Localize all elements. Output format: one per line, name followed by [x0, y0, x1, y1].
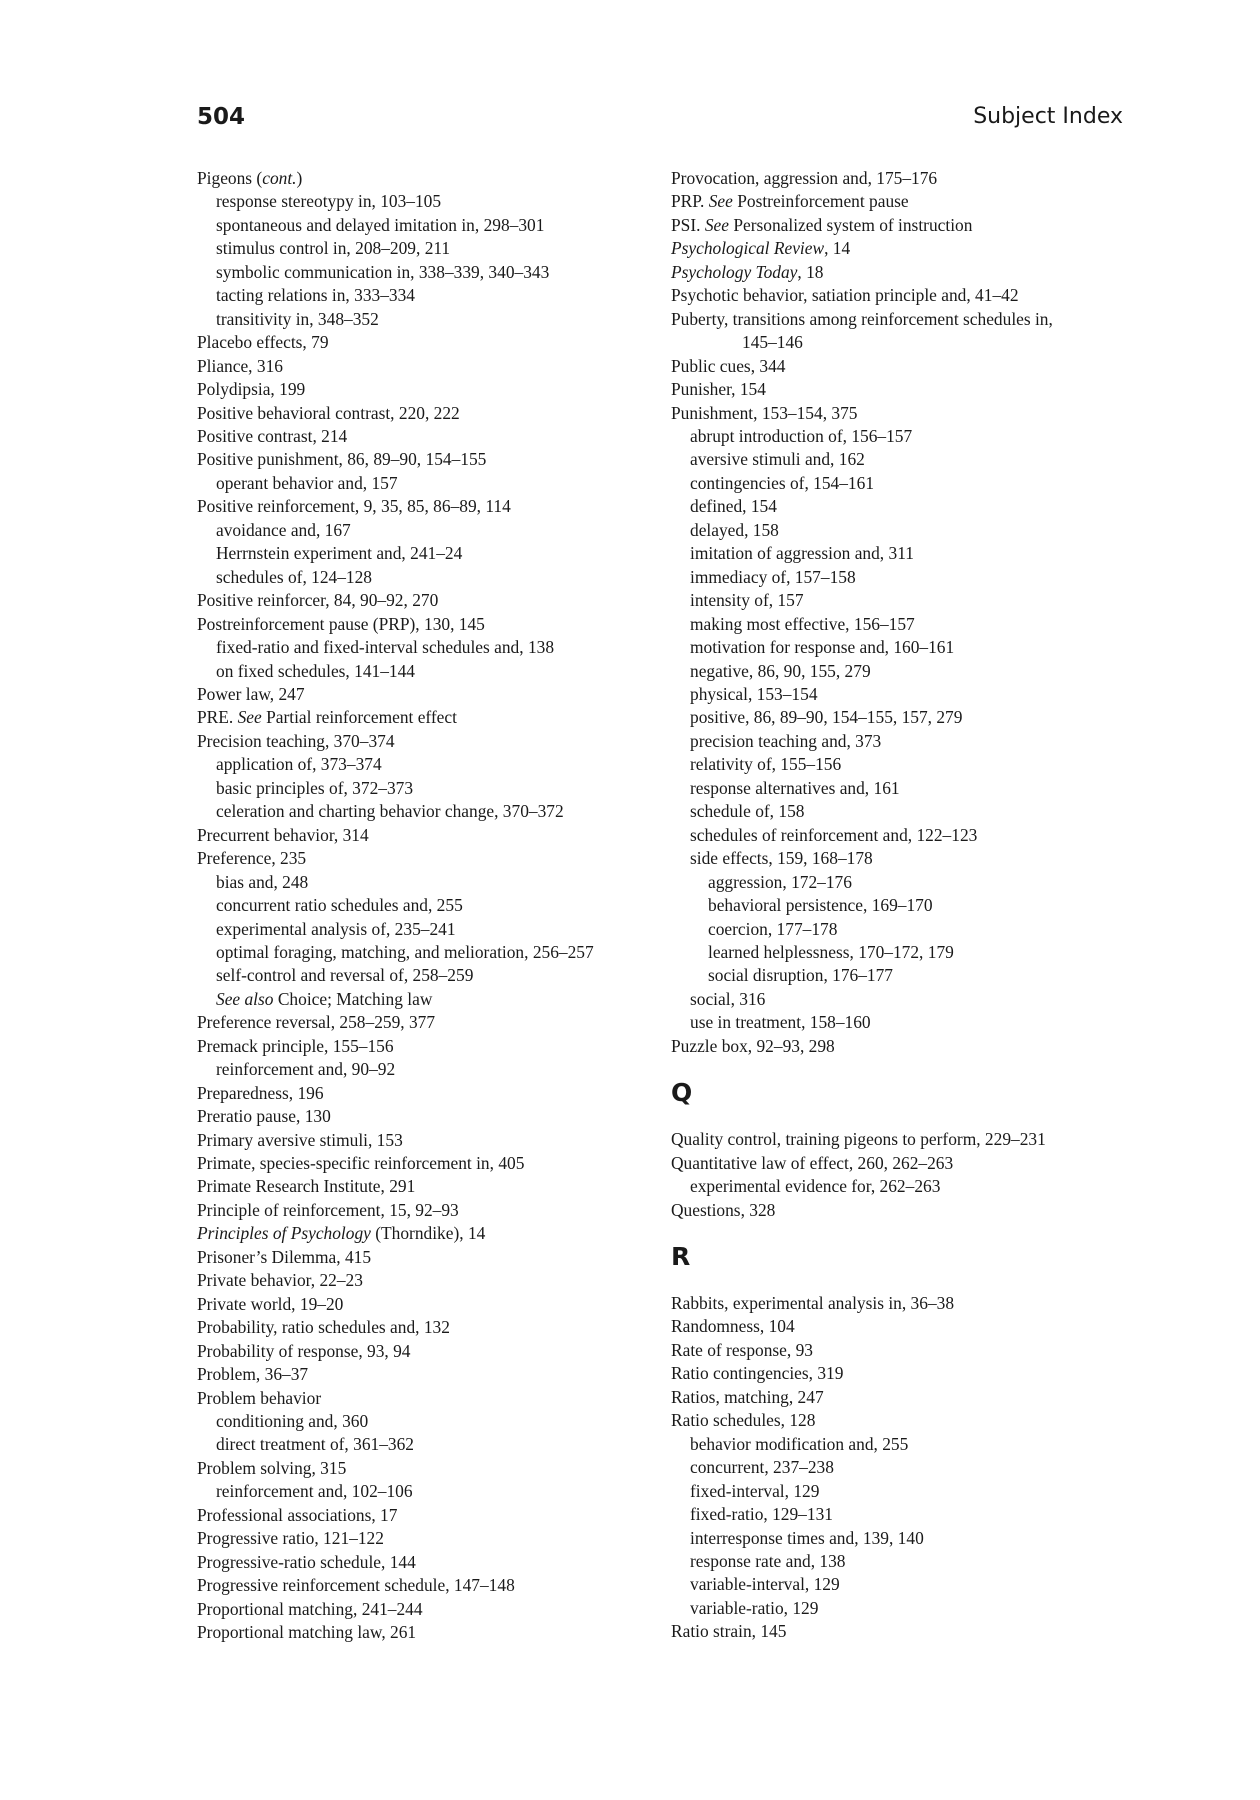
index-subentry: [197, 800, 637, 823]
index-subentry: [671, 706, 1101, 729]
index-entry: [197, 730, 637, 753]
index-entry: [671, 190, 1101, 213]
entry-text: Problem behavior: [197, 1387, 322, 1408]
index-entry: [197, 331, 637, 354]
entry-text: side effects, 159, 168–178: [690, 848, 873, 869]
index-subentry: [671, 918, 1101, 941]
entry-text: Personalized system of instruction: [728, 214, 973, 235]
index-subentry: [197, 660, 637, 683]
entry-text: schedules of reinforcement and, 122–123: [690, 824, 978, 845]
index-entry: [197, 448, 637, 471]
entry-text: Progressive reinforcement schedule, 147–148: [197, 1575, 515, 1596]
index-subentry: [197, 1058, 637, 1081]
index-column-left: [197, 167, 637, 1645]
entry-text: experimental analysis of, 235–241: [216, 918, 456, 939]
page-header: [197, 104, 1123, 144]
entry-text: fixed-ratio, 129–131: [690, 1504, 833, 1525]
index-entry: [197, 589, 637, 612]
index-subentry: [197, 941, 637, 964]
entry-text: relativity of, 155–156: [690, 754, 842, 775]
entry-text: Partial reinforcement effect: [261, 707, 457, 728]
entry-text: Punisher, 154: [671, 379, 766, 400]
index-subentry: [197, 636, 637, 659]
entry-text: defined, 154: [690, 496, 777, 517]
index-subentry: [671, 1456, 1101, 1479]
entry-text: Postreinforcement pause (PRP), 130, 145: [197, 613, 485, 634]
entry-text: Preparedness, 196: [197, 1082, 324, 1103]
italic-text: Psychology Today: [671, 261, 798, 282]
entry-text: tacting relations in, 333–334: [216, 285, 415, 306]
index-entry: [671, 378, 1101, 401]
entry-text: Proportional matching law, 261: [197, 1622, 417, 1643]
index-entry: [671, 308, 1101, 331]
entry-text: transitivity in, 348–352: [216, 308, 379, 329]
index-subentry: [671, 988, 1101, 1011]
entry-text: abrupt introduction of, 156–157: [690, 425, 913, 446]
index-entry: [197, 1457, 637, 1480]
index-entry: [197, 1105, 637, 1128]
entry-text: contingencies of, 154–161: [690, 472, 875, 493]
entry-text: Herrnstein experiment and, 241–24: [216, 543, 463, 564]
index-subentry: [671, 1011, 1101, 1034]
index-entry: [671, 261, 1101, 284]
entry-text: optimal foraging, matching, and melioration, 256–257: [216, 941, 594, 962]
index-subentry: [671, 1527, 1101, 1550]
index-subentry: [197, 777, 637, 800]
index-entry: [197, 1199, 637, 1222]
italic-text: See: [708, 191, 733, 212]
italic-text: See also: [216, 988, 274, 1009]
index-entry: [197, 613, 637, 636]
entry-text: positive, 86, 89–90, 154–155, 157, 279: [690, 707, 963, 728]
entry-text: Proportional matching, 241–244: [197, 1598, 423, 1619]
entry-text: Preratio pause, 130: [197, 1106, 331, 1127]
index-entry: [197, 378, 637, 401]
entry-text: Precurrent behavior, 314: [197, 824, 369, 845]
entry-text: (Thorndike), 14: [370, 1223, 486, 1244]
entry-text: Pliance, 316: [197, 355, 283, 376]
index-subentry: [671, 941, 1101, 964]
entry-text: imitation of aggression and, 311: [690, 543, 914, 564]
index-subentry: [197, 190, 637, 213]
entry-text: Placebo effects, 79: [197, 332, 329, 353]
entry-text: Positive behavioral contrast, 220, 222: [197, 402, 460, 423]
index-subentry: [197, 237, 637, 260]
index-entry: [197, 1269, 637, 1292]
entry-text: aggression, 172–176: [708, 871, 852, 892]
entry-text: basic principles of, 372–373: [216, 777, 414, 798]
index-subentry: [197, 284, 637, 307]
index-subentry: [197, 542, 637, 565]
entry-text: Positive punishment, 86, 89–90, 154–155: [197, 449, 487, 470]
entry-text: avoidance and, 167: [216, 519, 351, 540]
entry-text: behavioral persistence, 169–170: [708, 895, 933, 916]
entry-text: Psychotic behavior, satiation principle and, 41–42: [671, 285, 1019, 306]
entry-text: application of, 373–374: [216, 754, 382, 775]
index-entry: [197, 1387, 637, 1410]
index-entry: [671, 214, 1101, 237]
index-subentry: [671, 589, 1101, 612]
entry-text: experimental evidence for, 262–263: [690, 1176, 941, 1197]
entry-text: stimulus control in, 208–209, 211: [216, 238, 451, 259]
index-subentry: [671, 847, 1101, 870]
entry-text: fixed-ratio and fixed-interval schedules and, 138: [216, 637, 555, 658]
index-entry: [671, 284, 1101, 307]
entry-text: Principle of reinforcement, 15, 92–93: [197, 1199, 459, 1220]
index-entry: [671, 1362, 1101, 1385]
entry-text: schedule of, 158: [690, 801, 805, 822]
index-entry: [197, 167, 637, 190]
entry-text: reinforcement and, 102–106: [216, 1481, 413, 1502]
index-entry: [671, 1409, 1101, 1432]
index-subentry: [197, 566, 637, 589]
index-entry: [197, 683, 637, 706]
entry-text: Randomness, 104: [671, 1316, 795, 1337]
index-subentry: [197, 894, 637, 917]
entry-text: motivation for response and, 160–161: [690, 637, 955, 658]
entry-text: Primate Research Institute, 291: [197, 1176, 416, 1197]
index-subentry: [671, 472, 1101, 495]
entry-text: , 18: [797, 261, 824, 282]
entry-text: variable-ratio, 129: [690, 1597, 819, 1618]
entry-text: response alternatives and, 161: [690, 777, 900, 798]
entry-text: Problem, 36–37: [197, 1364, 309, 1385]
index-subentry: [197, 1410, 637, 1433]
entry-text: making most effective, 156–157: [690, 613, 915, 634]
entry-text: 145–146: [742, 332, 803, 353]
index-subentry: [197, 519, 637, 542]
index-entry: [671, 167, 1101, 190]
entry-text: self-control and reversal of, 258–259: [216, 965, 474, 986]
entry-text: Private world, 19–20: [197, 1293, 344, 1314]
index-entry: [671, 1152, 1101, 1175]
index-entry: [671, 1620, 1101, 1643]
entry-text: negative, 86, 90, 155, 279: [690, 660, 871, 681]
entry-text: response rate and, 138: [690, 1551, 846, 1572]
index-entry: [197, 1340, 637, 1363]
index-subentry: [671, 519, 1101, 542]
index-entry: [671, 1199, 1101, 1222]
entry-text: concurrent ratio schedules and, 255: [216, 895, 463, 916]
entry-text: Prisoner’s Dilemma, 415: [197, 1246, 372, 1267]
entry-text: Quantitative law of effect, 260, 262–263: [671, 1152, 954, 1173]
index-entry: [197, 1621, 637, 1644]
entry-text: schedules of, 124–128: [216, 566, 373, 587]
italic-text: See: [704, 214, 729, 235]
index-subentry: [671, 542, 1101, 565]
entry-text: Power law, 247: [197, 683, 305, 704]
running-head: Subject Index: [973, 104, 1123, 129]
index-entry: [197, 1527, 637, 1550]
entry-text: Rabbits, experimental analysis in, 36–38: [671, 1293, 955, 1314]
index-entry: [671, 355, 1101, 378]
entry-text: direct treatment of, 361–362: [216, 1434, 414, 1455]
index-subentry: [671, 753, 1101, 776]
entry-text: interresponse times and, 139, 140: [690, 1527, 924, 1548]
index-subentry: [671, 894, 1101, 917]
index-entry: [671, 237, 1101, 260]
index-subentry: [671, 1573, 1101, 1596]
entry-text: Preference, 235: [197, 848, 307, 869]
index-subentry: [671, 730, 1101, 753]
entry-text: learned helplessness, 170–172, 179: [708, 941, 954, 962]
index-entry: [671, 1386, 1101, 1409]
index-entry: [197, 1175, 637, 1198]
entry-text: variable-interval, 129: [690, 1574, 840, 1595]
entry-text: Probability, ratio schedules and, 132: [197, 1317, 450, 1338]
entry-text: aversive stimuli and, 162: [690, 449, 865, 470]
entry-text: social, 316: [690, 988, 766, 1009]
entry-text: immediacy of, 157–158: [690, 566, 856, 587]
index-subentry: [197, 472, 637, 495]
index-entry: [671, 402, 1101, 425]
index-entry: [197, 1011, 637, 1034]
index-subentry: [671, 1480, 1101, 1503]
entry-text: spontaneous and delayed imitation in, 298–301: [216, 214, 545, 235]
entry-text: Preference reversal, 258–259, 377: [197, 1012, 436, 1033]
index-subentry: [197, 988, 637, 1011]
index-subentry: [671, 425, 1101, 448]
entry-text: bias and, 248: [216, 871, 309, 892]
entry-text: intensity of, 157: [690, 590, 804, 611]
entry-text: Puberty, transitions among reinforcement schedules in,: [671, 308, 1053, 329]
index-entry: [197, 1504, 637, 1527]
index-subentry: [671, 613, 1101, 636]
entry-text: response stereotypy in, 103–105: [216, 191, 442, 212]
index-subentry: [671, 964, 1101, 987]
index-entry: [671, 1035, 1101, 1058]
entry-text: Ratios, matching, 247: [671, 1386, 824, 1407]
index-subentry: [197, 1433, 637, 1456]
index-entry: [671, 1292, 1101, 1315]
index-entry: [197, 1222, 637, 1245]
index-subentry: [671, 777, 1101, 800]
index-entry: [671, 1128, 1101, 1151]
index-subentry: [671, 1175, 1101, 1198]
index-subentry: [671, 1597, 1101, 1620]
entry-text: Primate, species-specific reinforcement in, 405: [197, 1153, 525, 1174]
index-subentry: [671, 871, 1101, 894]
index-entry: [197, 1129, 637, 1152]
entry-text: Ratio schedules, 128: [671, 1410, 816, 1431]
entry-text: Polydipsia, 199: [197, 379, 306, 400]
index-entry: [197, 402, 637, 425]
entry-text: Punishment, 153–154, 375: [671, 402, 858, 423]
index-entry: [671, 1339, 1101, 1362]
index-subentry: [197, 918, 637, 941]
entry-text: PRE.: [197, 707, 238, 728]
index-subentry: [197, 214, 637, 237]
index-subentry: [197, 753, 637, 776]
page-number: 504: [197, 104, 246, 130]
entry-text: Pigeons (: [197, 168, 263, 188]
index-subentry: [197, 261, 637, 284]
italic-text: Principles of Psychology: [197, 1223, 371, 1244]
index-entry: [197, 1363, 637, 1386]
entry-text: Public cues, 344: [671, 355, 786, 376]
entry-text: Probability of response, 93, 94: [197, 1340, 411, 1361]
index-subentry: [197, 1480, 637, 1503]
entry-text: social disruption, 176–177: [708, 965, 894, 986]
index-subentry: [671, 1550, 1101, 1573]
entry-text: fixed-interval, 129: [690, 1480, 820, 1501]
index-subentry: [197, 308, 637, 331]
entry-text: precision teaching and, 373: [690, 730, 882, 751]
index-entry: [197, 1035, 637, 1058]
index-subentry: [197, 964, 637, 987]
index-entry: [197, 1316, 637, 1339]
index-entry: [197, 495, 637, 518]
entry-text: PRP.: [671, 191, 709, 212]
index-entry: [197, 1574, 637, 1597]
index-entry: [197, 355, 637, 378]
entry-text: celeration and charting behavior change, 370–372: [216, 801, 564, 822]
entry-text: concurrent, 237–238: [690, 1457, 834, 1478]
index-subentry: [671, 331, 1101, 354]
index-column-right: [671, 167, 1101, 1644]
entry-text: Problem solving, 315: [197, 1457, 347, 1478]
entry-text: PSI.: [671, 214, 705, 235]
section-letter-r: R: [671, 1242, 691, 1272]
entry-text: coercion, 177–178: [708, 918, 838, 939]
index-entry: [671, 1315, 1101, 1338]
entry-text: behavior modification and, 255: [690, 1433, 909, 1454]
italic-text: cont.: [262, 168, 297, 188]
index-entry: [197, 1152, 637, 1175]
entry-text: Positive reinforcement, 9, 35, 85, 86–89, 114: [197, 496, 511, 517]
index-subentry: [671, 636, 1101, 659]
index-entry: [197, 1082, 637, 1105]
index-entry: [197, 824, 637, 847]
index-subentry: [197, 871, 637, 894]
entry-text: Postreinforcement pause: [732, 191, 909, 212]
entry-text: Choice; Matching law: [273, 988, 433, 1009]
entry-text: Positive reinforcer, 84, 90–92, 270: [197, 590, 439, 611]
index-subentry: [671, 1433, 1101, 1456]
entry-text: operant behavior and, 157: [216, 472, 398, 493]
index-subentry: [671, 824, 1101, 847]
index-subentry: [671, 800, 1101, 823]
index-subentry: [671, 683, 1101, 706]
entry-text: delayed, 158: [690, 519, 779, 540]
index-subentry: [671, 660, 1101, 683]
entry-text: Ratio contingencies, 319: [671, 1363, 844, 1384]
entry-text: Premack principle, 155–156: [197, 1035, 394, 1056]
entry-text: Positive contrast, 214: [197, 425, 348, 446]
entry-text: , 14: [824, 238, 851, 259]
entry-text: Quality control, training pigeons to perform, 229–231: [671, 1129, 1046, 1150]
italic-text: Psychological Review: [671, 238, 825, 259]
index-entry: [197, 847, 637, 870]
index-subentry: [671, 566, 1101, 589]
entry-text: Progressive ratio, 121–122: [197, 1528, 384, 1549]
entry-text: physical, 153–154: [690, 683, 818, 704]
entry-text: Questions, 328: [671, 1199, 776, 1220]
section-letter-q: Q: [671, 1078, 693, 1108]
entry-text: Primary aversive stimuli, 153: [197, 1129, 403, 1150]
entry-text: use in treatment, 158–160: [690, 1012, 871, 1033]
entry-text: Provocation, aggression and, 175–176: [671, 168, 938, 188]
italic-text: See: [237, 707, 262, 728]
index-entry: [197, 1551, 637, 1574]
entry-text: Rate of response, 93: [671, 1339, 813, 1360]
index-subentry: [671, 1503, 1101, 1526]
index-entry: [197, 1598, 637, 1621]
entry-text: Professional associations, 17: [197, 1504, 398, 1525]
entry-text: Private behavior, 22–23: [197, 1270, 363, 1291]
index-subentry: [671, 448, 1101, 471]
index-entry: [197, 706, 637, 729]
entry-text: conditioning and, 360: [216, 1411, 369, 1432]
entry-text: Precision teaching, 370–374: [197, 730, 395, 751]
entry-text: reinforcement and, 90–92: [216, 1059, 396, 1080]
index-subentry: [671, 495, 1101, 518]
entry-text: ): [296, 168, 303, 188]
entry-text: Puzzle box, 92–93, 298: [671, 1035, 835, 1056]
entry-text: on fixed schedules, 141–144: [216, 660, 415, 681]
index-entry: [197, 1246, 637, 1269]
entry-text: symbolic communication in, 338–339, 340–343: [216, 261, 550, 282]
entry-text: Progressive-ratio schedule, 144: [197, 1551, 416, 1572]
entry-text: Ratio strain, 145: [671, 1621, 787, 1642]
index-entry: [197, 1293, 637, 1316]
index-entry: [197, 425, 637, 448]
